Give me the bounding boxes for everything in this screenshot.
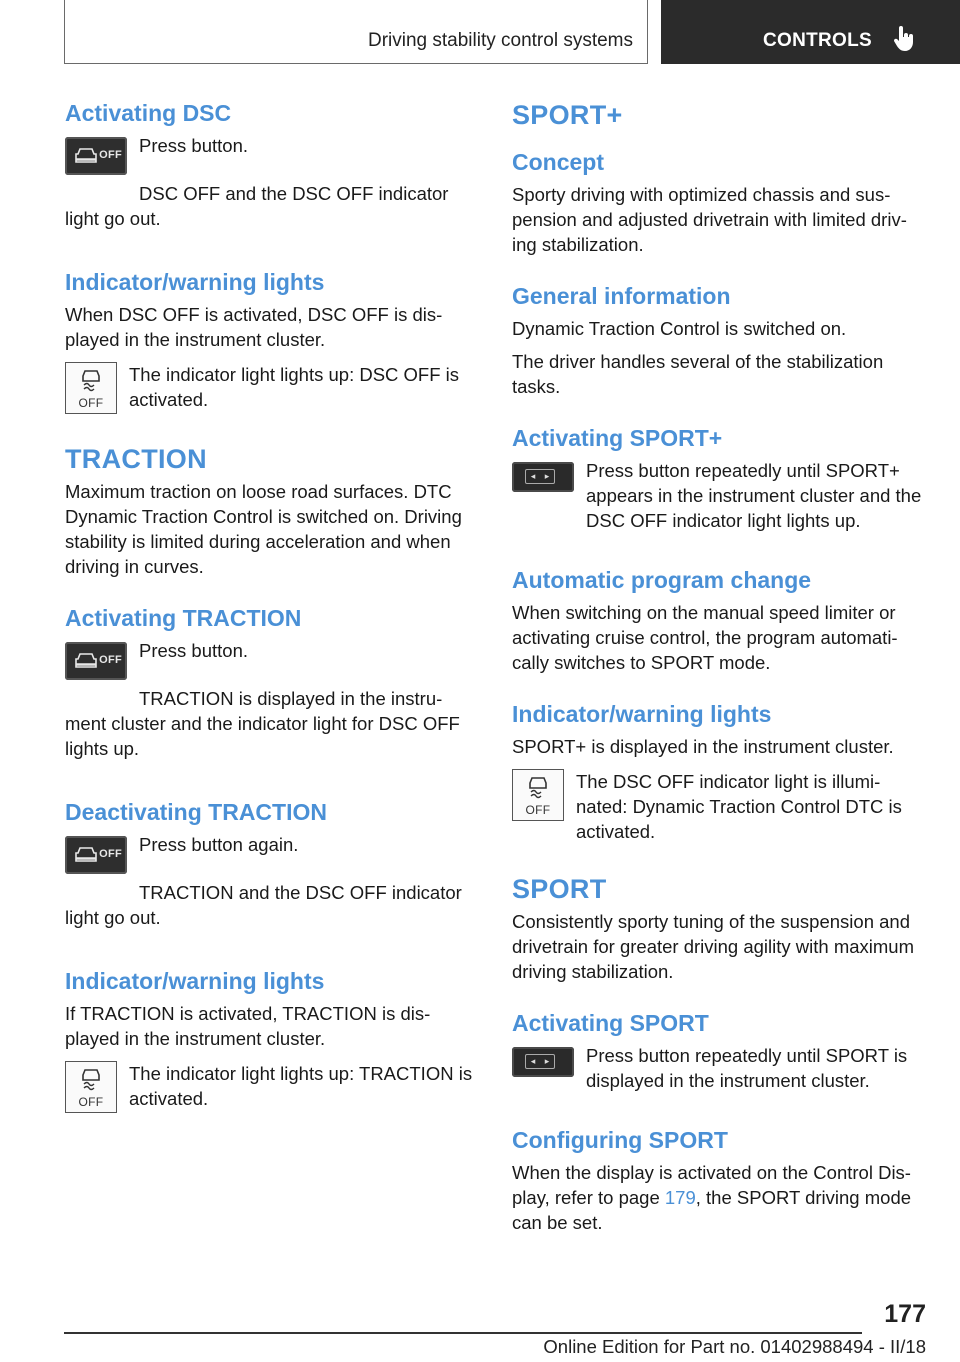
heading-general-information: General information (512, 283, 731, 309)
pointing-hand-icon (893, 26, 915, 52)
heading-indicator-lights-3: Indicator/warning lights (512, 701, 772, 727)
deactivating-traction-row (65, 832, 477, 874)
left-column (65, 100, 477, 1113)
traction-text: Maximum traction on loose road surfaces. DTC Dynamic Traction Control is switched on. Driving stability is limited during acceleration and when driving in curves. (65, 481, 462, 577)
heading-activating-sport: Activating SPORT (512, 1010, 709, 1036)
drive-mode-rocker-icon: ◂ ▸ (512, 1047, 574, 1077)
footer-divider (64, 1332, 862, 1334)
heading-traction: TRACTION (65, 444, 207, 474)
heading-sport: SPORT (512, 874, 607, 904)
concept-text: Sporty driving with optimized chassis and sus-pension and adjusted drivetrain with limited driv-ing stabilization. (512, 184, 907, 255)
sport-text: Consistently sporty tuning of the suspension and drivetrain for greater driving agility with maximum driving stabilization. (512, 911, 914, 982)
activating-traction-step: Press button. (139, 640, 249, 661)
heading-activating-dsc: Activating DSC (65, 100, 232, 126)
indicator-3-text: SPORT+ is displayed in the instrument cluster. (512, 736, 894, 757)
activating-sport-text: Press button repeatedly until SPORT is displayed in the instrument cluster. (586, 1045, 908, 1091)
activating-sport-plus-text: Press button repeatedly until SPORT+ appears in the instrument cluster and the DSC OFF indicator light lights up. (586, 460, 922, 531)
indicator-3-note: The DSC OFF indicator light is illumi-nated: Dynamic Traction Control DTC is activated. (576, 771, 902, 842)
heading-configuring-sport: Configuring SPORT (512, 1127, 728, 1153)
right-column (512, 100, 928, 1235)
dsc-off-indicator-icon: OFF (65, 362, 117, 414)
deactivating-traction-result: TRACTION and the DSC OFF indicator light go out. (65, 882, 462, 928)
indicator-1-note: The indicator light lights up: DSC OFF is activated. (129, 364, 460, 410)
dsc-off-button-icon: OFF (65, 836, 127, 874)
activating-sport-plus-row (512, 458, 928, 533)
general-text-2: The driver handles several of the stabilization tasks. (512, 351, 884, 397)
configuring-text: When the display is activated on the Control Dis-play, refer to page 179, the SPORT driving mode can be set. (512, 1162, 912, 1233)
deactivating-traction-step: Press button again. (139, 834, 299, 855)
heading-automatic-program-change: Automatic program change (512, 567, 812, 593)
heading-activating-sport-plus: Activating SPORT+ (512, 425, 723, 451)
indicator-2-note: The indicator light lights up: TRACTION is activated. (129, 1063, 473, 1109)
automatic-text: When switching on the manual speed limiter or activating cruise control, the program automati-cally switches to SPORT mode. (512, 602, 898, 673)
heading-activating-traction: Activating TRACTION (65, 605, 302, 631)
heading-indicator-lights-1: Indicator/warning lights (65, 269, 325, 295)
activating-dsc-row (65, 133, 477, 175)
header-chapter-tab[interactable] (661, 0, 960, 64)
page-reference-link[interactable]: 179 (664, 1187, 696, 1208)
activating-traction-result: TRACTION is displayed in the instru-ment cluster and the indicator light for DSC OFF lights up. (65, 688, 460, 759)
heading-indicator-lights-2: Indicator/warning lights (65, 968, 325, 994)
page-number: 177 (884, 1300, 926, 1328)
activating-traction-row (65, 638, 477, 680)
dsc-off-indicator-icon: OFF (512, 769, 564, 821)
activating-dsc-step: Press button. (139, 135, 249, 156)
dsc-off-indicator-icon: OFF (65, 1061, 117, 1113)
indicator-2-text: If TRACTION is activated, TRACTION is dis-played in the instrument cluster. (65, 1003, 431, 1049)
header-section-box (64, 0, 648, 64)
header-chapter-label: CONTROLS (763, 30, 873, 51)
general-text-1: Dynamic Traction Control is switched on. (512, 318, 847, 339)
indicator-3-row (512, 769, 928, 844)
dsc-off-button-icon: OFF (65, 642, 127, 680)
activating-dsc-result: DSC OFF and the DSC OFF indicator light go out. (65, 183, 449, 229)
heading-deactivating-traction: Deactivating TRACTION (65, 799, 327, 825)
dsc-off-button-icon: OFF (65, 137, 127, 175)
footer-edition: Online Edition for Part no. 01402988494 - II/18 (543, 1336, 926, 1357)
drive-mode-rocker-icon: ◂ ▸ (512, 462, 574, 492)
indicator-1-row (65, 362, 477, 414)
indicator-2-row (65, 1061, 477, 1113)
heading-concept: Concept (512, 149, 604, 175)
heading-sport-plus: SPORT+ (512, 100, 623, 130)
header-section-title: Driving stability control systems (367, 30, 633, 51)
indicator-1-text: When DSC OFF is activated, DSC OFF is dis-played in the instrument cluster. (65, 304, 443, 350)
activating-sport-row (512, 1043, 928, 1093)
